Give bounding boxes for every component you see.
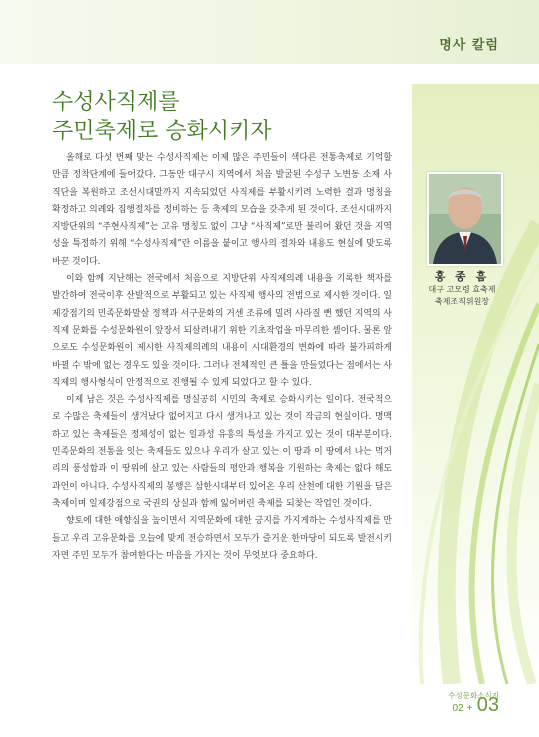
- author-role-line-2: 축제조직위원장: [434, 297, 490, 306]
- page-number: [453, 694, 499, 717]
- title-line-1: 수성사직제를: [52, 90, 180, 115]
- paragraph: 이제 남은 것은 수성사직제를 명실공히 시민의 축제로 승화시키는 일이다. 전국적으로 수많은 축제들이 생겨났다 없어지고 다시 생겨나고 있는 것이 작금의 현실이다. 명맥하고 있는 축제들은 정체성이 없는 일과성 유흥의 특성을 가지고 있는 것이 대부분이다. 민족문화의 전통을 잇는 축제들도 있으나 우리가 살고 있는 이 땅과 이 땅에서 나는 먹거리의 풍성함과 이 땅위에 살고 있는 사람들의 평안과 행복을 기원하는 축제는 없다 해도 과언이 아니다. 수성사직제의 봉행은 삼한시대부터 있어온 우리 산천에 대한 기원을 담은 축제이며 일제강점으로 국권의 상실과 함께 잃어버린 축제를 되찾는 작업인 것이다.: [52, 395, 392, 509]
- paragraph: 향토에 대한 애향심을 높이면서 지역문화에 대한 긍지를 가지게하는 수성사직제를 만들고 우리 고유문화를 오늘에 맞게 전승하면서 모두가 즐거운 한마당이 되도록 발전시키자면 주민 모두가 참여한다는 마음을 가지는 것이 무엇보다 중요하다.: [52, 516, 392, 561]
- paragraph: 올해로 다섯 번째 맞는 수성사직제는 이제 많은 주민들이 색다른 전통축제로 기억할 만큼 정착단계에 들어갔다. 그동안 대구시 지역에서 처음 발굴된 수성구 노변동 소재 사직단을 복원하고 조선시대말까지 지속되었던 사직제를 부활시키려 노력한 결과 명칭을 확정하고 의례와 집행절차를 정비하는 등 축제의 모습을 갖추게 된 것이다. 조선시대까지 지방단위의 “주현사직제”는 고유 명칭도 없이 그냥 “사직제”로만 불리어 왔던 것을 지역성을 특정하기 위해 “수성사직제”란 이름을 붙이고 행사의 절차와 내용도 현실에 맞도록 바꾼 것이다.: [52, 153, 392, 267]
- paragraph: 이와 함께 지난해는 전국에서 처음으로 지방단위 사직제의례 내용을 기록한 책자를 발간하여 전국이후 산발적으로 부활되고 있는 사직제 행사의 전범으로 제시한 것이다. 일제강점기의 민족문화말살 정책과 서구문화의 거센 조류에 밀려 사라질 뻔 했던 지역의 사직제 문화를 수성문화원이 앞장서 되살려내기 위한 기초작업을 마무리한 셈이다. 물론 앞으로도 수성문화원이 제시한 사직제의례의 내용이 시대환경의 변화에 따라 불가피하게 바뀔 수 밖에 없는 경우도 있을 것이다. 그러나 전체적인 큰 틀을 만들었다는 점에서는 사직제의 행사형식이 안정적으로 진행될 수 있게 되었다고 할 수 있다.: [52, 274, 392, 388]
- page-current: 03: [476, 694, 499, 716]
- section-label: 명사 칼럼: [439, 38, 499, 53]
- page-prev: 02 +: [452, 703, 473, 714]
- author-name: 홍 종 흠: [434, 270, 490, 283]
- title-line-2: 주민축제로 승화시키자: [52, 119, 272, 144]
- author-portrait: [427, 172, 503, 266]
- author-role-line-1: 대구 고모령 효축제: [428, 285, 496, 294]
- header-band: [0, 0, 539, 64]
- article-body: [52, 150, 392, 565]
- newsletter-name: 수성문화소식지: [448, 691, 499, 700]
- article-title: [52, 88, 272, 146]
